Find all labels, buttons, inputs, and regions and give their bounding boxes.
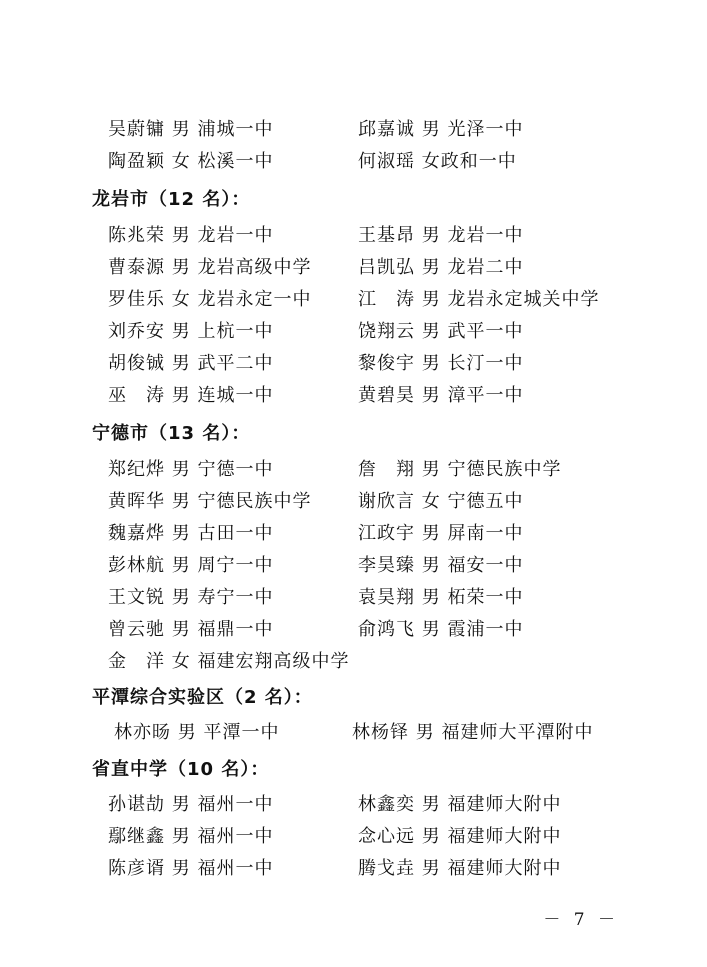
name-entry: 何淑瑶 女政和一中	[358, 151, 517, 172]
name-entry: 念心远 男 福建师大附中	[358, 826, 562, 847]
name-entry: 吴蔚镛 男 浦城一中	[108, 119, 274, 140]
name-entry: 吕凯弘 男 龙岩二中	[358, 257, 524, 278]
name-entry: 谢欣言 女 宁德五中	[358, 491, 524, 512]
name-entry: 胡俊铖 男 武平二中	[108, 353, 274, 374]
name-entry: 邱嘉诚 男 光泽一中	[358, 119, 524, 140]
name-entry: 鄢继鑫 男 福州一中	[108, 826, 274, 847]
section-heading: 平潭综合实验区（2 名）：	[92, 687, 313, 708]
name-entry: 孙谌劼 男 福州一中	[108, 794, 274, 815]
name-entry: 李昊臻 男 福安一中	[358, 555, 524, 576]
name-entry: 黎俊宇 男 长汀一中	[358, 353, 524, 374]
name-entry: 黄碧昊 男 漳平一中	[358, 385, 524, 406]
page-number: － 7 －	[543, 910, 619, 930]
name-entry: 陈彦谞 男 福州一中	[108, 858, 274, 879]
section-heading: 宁德市（13 名）：	[92, 423, 251, 444]
name-entry: 王文锐 男 寿宁一中	[108, 587, 274, 608]
name-entry: 曾云驰 男 福鼎一中	[108, 619, 274, 640]
name-entry: 詹 翔 男 宁德民族中学	[358, 459, 562, 480]
name-entry: 江 涛 男 龙岩永定城关中学	[358, 289, 600, 310]
name-entry: 王基昂 男 龙岩一中	[358, 225, 524, 246]
name-entry: 郑纪烨 男 宁德一中	[108, 459, 274, 480]
name-entry: 林杨铎 男 福建师大平潭附中	[352, 722, 594, 743]
name-entry: 俞鸿飞 男 霞浦一中	[358, 619, 524, 640]
name-entry: 巫 涛 男 连城一中	[108, 385, 274, 406]
name-entry: 林鑫奕 男 福建师大附中	[358, 794, 562, 815]
name-entry: 陈兆荣 男 龙岩一中	[108, 225, 274, 246]
name-entry: 魏嘉烨 男 古田一中	[108, 523, 274, 544]
name-entry: 彭林航 男 周宁一中	[108, 555, 274, 576]
name-entry: 金 洋 女 福建宏翔高级中学	[108, 651, 350, 672]
name-entry: 饶翔云 男 武平一中	[358, 321, 524, 342]
name-entry: 陶盈颖 女 松溪一中	[108, 151, 274, 172]
name-entry: 黄晖华 男 宁德民族中学	[108, 491, 312, 512]
name-entry: 罗佳乐 女 龙岩永定一中	[108, 289, 312, 310]
section-heading: 省直中学（10 名）：	[92, 759, 270, 780]
name-entry: 曹泰源 男 龙岩高级中学	[108, 257, 312, 278]
name-entry: 刘乔安 男 上杭一中	[108, 321, 274, 342]
name-entry: 江政宇 男 屏南一中	[358, 523, 524, 544]
section-heading: 龙岩市（12 名）：	[92, 189, 251, 210]
name-entry: 袁昊翔 男 柘荣一中	[358, 587, 524, 608]
name-entry: 林亦旸 男 平潭一中	[114, 722, 280, 743]
name-entry: 腾戈垚 男 福建师大附中	[358, 858, 562, 879]
